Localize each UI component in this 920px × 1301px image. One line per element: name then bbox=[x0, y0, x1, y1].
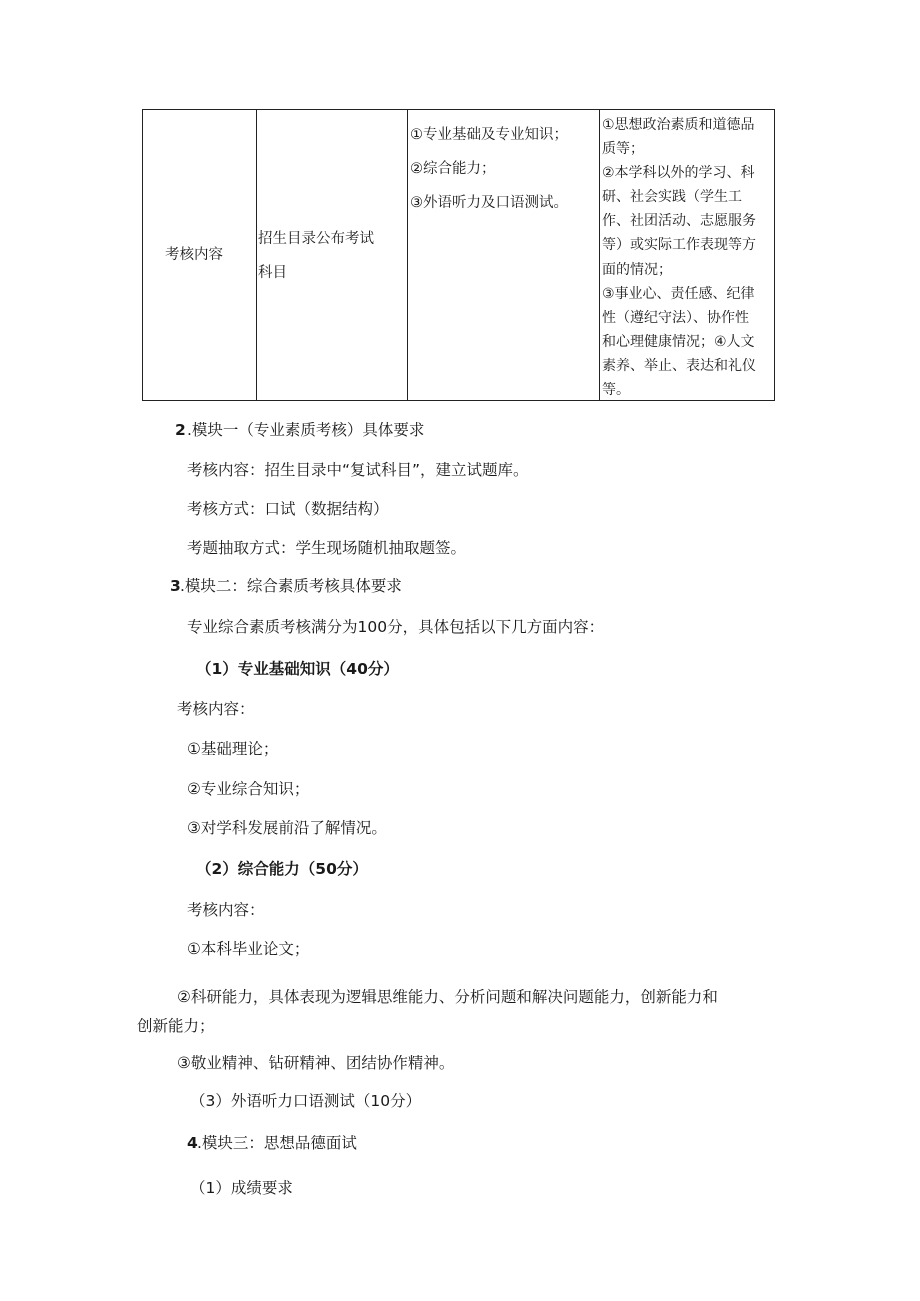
list-item: ③敬业精神、钻研精神、团结协作精神。 bbox=[177, 1054, 455, 1072]
list-item: ②科研能力，具体表现为逻辑思维能力、分析问题和解决问题能力，创新能力和 bbox=[177, 988, 718, 1006]
s4-sub1-heading: （1）成绩要求 bbox=[190, 1179, 293, 1197]
list-item: ③对学科发展前沿了解情况。 bbox=[187, 819, 387, 837]
cell-line: 等。 bbox=[602, 382, 630, 399]
cell-line: 和心理健康情况；④人文 bbox=[602, 333, 755, 350]
cell-line: 作、社团活动、志愿服务 bbox=[602, 213, 756, 230]
cell-line: ②综合能力； bbox=[410, 161, 496, 177]
cell-line: 科目 bbox=[258, 265, 287, 281]
s2-method-line: 考核方式：口试（数据结构） bbox=[187, 500, 389, 518]
section-number: 4 bbox=[187, 1134, 198, 1152]
table-cell-subject bbox=[258, 222, 374, 290]
table-divider-3 bbox=[599, 109, 600, 401]
table-cell-module3 bbox=[602, 113, 756, 402]
section-number: 2 bbox=[175, 421, 186, 439]
list-item-continuation: 创新能力； bbox=[137, 1017, 215, 1035]
list-item: ①基础理论； bbox=[187, 740, 279, 758]
section-3-heading bbox=[170, 576, 402, 596]
s3-sub2-heading: （2）综合能力（50分） bbox=[196, 860, 368, 878]
table-border-top bbox=[142, 109, 775, 110]
section-2-heading bbox=[175, 420, 424, 440]
cell-line: 性（遵纪守法）、协作性 bbox=[602, 309, 749, 326]
table-border-right bbox=[774, 109, 775, 401]
list-item: ①本科毕业论文； bbox=[187, 940, 310, 958]
section-title: .模块三：思想品德面试 bbox=[197, 1134, 357, 1152]
s3-sub3-heading: （3）外语听力口语测试（10分） bbox=[190, 1092, 422, 1110]
section-title: .模块二：综合素质考核具体要求 bbox=[180, 577, 402, 595]
cell-line: 等）或实际工作表现等方 bbox=[602, 237, 756, 254]
cell-line: 素养、举止、表达和礼仪 bbox=[602, 357, 756, 374]
cell-line: ②本学科以外的学习、科 bbox=[602, 165, 755, 182]
cell-line: ①专业基础及专业知识； bbox=[410, 127, 568, 143]
s3-intro: 专业综合素质考核满分为100分，具体包括以下几方面内容： bbox=[187, 618, 605, 636]
table-row-label: 考核内容 bbox=[165, 247, 223, 263]
cell-line: ③事业心、责任感、纪律 bbox=[602, 285, 755, 302]
s3-sub1-heading: （1）专业基础知识（40分） bbox=[196, 660, 399, 678]
section-number: 3 bbox=[170, 577, 181, 595]
cell-line: ③外语听力及口语测试。 bbox=[410, 195, 568, 211]
cell-line: 质等； bbox=[602, 141, 644, 158]
cell-line: 面的情况； bbox=[602, 261, 672, 278]
s2-draw-line: 考题抽取方式：学生现场随机抽取题签。 bbox=[187, 539, 467, 557]
section-4-heading bbox=[187, 1133, 357, 1153]
table-divider-2 bbox=[407, 109, 408, 401]
s3-sub1-content-label: 考核内容： bbox=[177, 700, 255, 718]
s2-content-line: 考核内容：招生目录中“复试科目”，建立试题库。 bbox=[187, 461, 529, 479]
table-border-left bbox=[142, 109, 143, 401]
table-divider-1 bbox=[256, 109, 257, 401]
cell-line: 研、社会实践（学生工 bbox=[602, 189, 742, 206]
list-item: ②专业综合知识； bbox=[187, 780, 310, 798]
table-cell-module1 bbox=[410, 118, 568, 220]
cell-line: 招生目录公布考试 bbox=[258, 231, 374, 247]
s3-sub2-content-label: 考核内容： bbox=[187, 901, 265, 919]
cell-line: ①思想政治素质和道德品 bbox=[602, 117, 755, 133]
section-title: .模块一（专业素质考核）具体要求 bbox=[187, 421, 425, 439]
